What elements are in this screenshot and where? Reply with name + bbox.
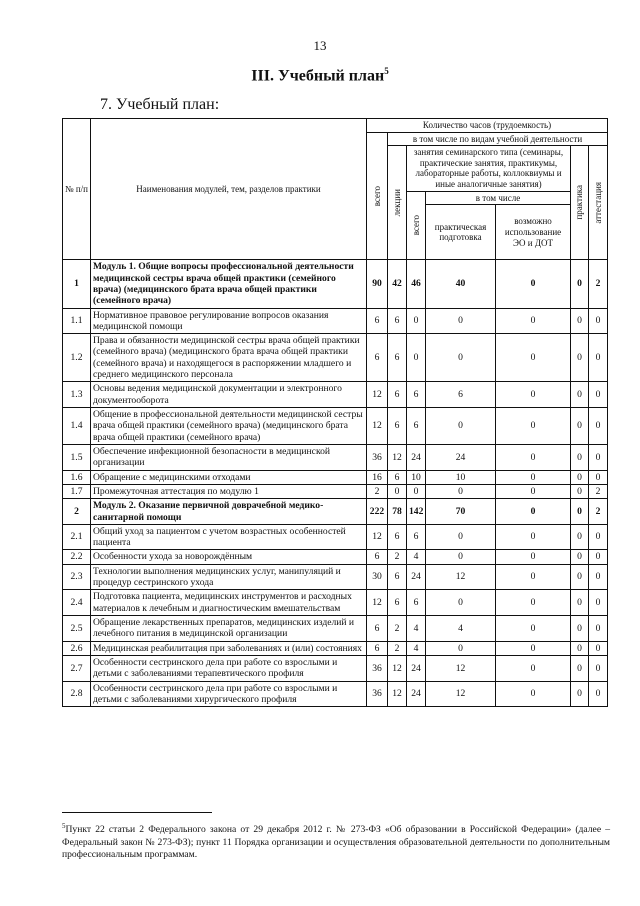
row-number: 1: [63, 260, 91, 308]
row-attestation: 0: [589, 470, 608, 484]
header-lectures-cell: [388, 146, 407, 260]
row-name: Модуль 1. Общие вопросы профессиональной деятельности медицинской сестры врача общей практики (семейного врача) (медицинского брата врача общей практики (семейного врача): [91, 260, 367, 308]
row-lectures: 42: [388, 260, 407, 308]
row-total: 12: [367, 590, 388, 616]
row-name: Модуль 2. Оказание первичной доврачебной медико-санитарной помощи: [91, 499, 367, 525]
header-hours: Количество часов (трудоемкость): [367, 119, 608, 133]
row-seminars: 10: [407, 470, 426, 484]
row-name: Подготовка пациента, медицинских инструментов и расходных материалов к лечебным и диагностическим вмешательствам: [91, 590, 367, 616]
row-lectures: 6: [388, 308, 407, 334]
footnote-reference: 5: [384, 66, 389, 76]
footnote-text: Пункт 22 статьи 2 Федерального закона от 29 декабря 2012 г. № 273-ФЗ «Об образовании в Российской Федерации» (далее – Федеральный закон № 273-ФЗ); пункт 11 Порядка организации и осуществления образовательной деятельности по дополнительным профессиональным программам.: [62, 824, 610, 861]
row-seminars: 46: [407, 260, 426, 308]
header-lectures: лекции: [391, 189, 402, 217]
row-total: 222: [367, 499, 388, 525]
row-practical-prep: 40: [426, 260, 496, 308]
row-attestation: 2: [589, 499, 608, 525]
row-seminars: 6: [407, 382, 426, 408]
row-total: 6: [367, 334, 388, 382]
row-practice: 0: [571, 470, 589, 484]
row-practical-prep: 12: [426, 655, 496, 681]
header-attestation: аттестация: [592, 181, 603, 224]
row-eo-dot: 0: [496, 260, 571, 308]
footnote-divider: [62, 812, 212, 813]
row-lectures: 2: [388, 550, 407, 564]
row-practice: 0: [571, 334, 589, 382]
header-practical-prep: практическая подготовка: [426, 205, 496, 260]
table-row: [63, 444, 608, 470]
row-number: 1.3: [63, 382, 91, 408]
row-lectures: 6: [388, 564, 407, 590]
header-sem-total: всего: [410, 215, 421, 236]
row-eo-dot: 0: [496, 334, 571, 382]
row-attestation: 2: [589, 484, 608, 498]
row-practice: 0: [571, 550, 589, 564]
header-attestation-cell: [589, 146, 608, 260]
row-practice: 0: [571, 641, 589, 655]
header-num: № п/п: [63, 119, 91, 260]
row-eo-dot: 0: [496, 524, 571, 550]
row-name: Особенности ухода за новорождённым: [91, 550, 367, 564]
table-row: [63, 334, 608, 382]
row-number: 2.1: [63, 524, 91, 550]
row-seminars: 4: [407, 550, 426, 564]
row-total: 6: [367, 550, 388, 564]
study-plan-table: [62, 118, 608, 707]
row-eo-dot: 0: [496, 590, 571, 616]
row-lectures: 12: [388, 681, 407, 707]
section-title-text: III. Учебный план: [251, 67, 385, 85]
row-name: Общение в профессиональной деятельности медицинской сестры врача общей практики (семейного врача) (медицинского брата врача общей практики (семейного врача): [91, 408, 367, 445]
row-seminars: 142: [407, 499, 426, 525]
row-seminars: 0: [407, 484, 426, 498]
header-by-activity: в том числе по видам учебной деятельности: [388, 132, 608, 146]
row-attestation: 0: [589, 681, 608, 707]
row-practice: 0: [571, 484, 589, 498]
row-practical-prep: 0: [426, 641, 496, 655]
section-title: [0, 66, 640, 85]
row-name: Обращение лекарственных препаратов, медицинских изделий и лечебного питания в медицинской организации: [91, 616, 367, 642]
row-attestation: 0: [589, 524, 608, 550]
header-eo-dot: возможно использование ЭО и ДОТ: [496, 205, 571, 260]
table-row: [63, 308, 608, 334]
table-row: [63, 590, 608, 616]
row-attestation: 0: [589, 550, 608, 564]
row-attestation: 2: [589, 260, 608, 308]
header-name: Наименования модулей, тем, разделов практики: [91, 119, 367, 260]
row-number: 1.2: [63, 334, 91, 382]
row-practical-prep: 10: [426, 470, 496, 484]
row-practical-prep: 0: [426, 408, 496, 445]
row-eo-dot: 0: [496, 550, 571, 564]
row-lectures: 78: [388, 499, 407, 525]
row-lectures: 12: [388, 444, 407, 470]
table-row: [63, 499, 608, 525]
row-lectures: 2: [388, 616, 407, 642]
table-row: [63, 550, 608, 564]
table-row: [63, 524, 608, 550]
row-number: 2.6: [63, 641, 91, 655]
row-seminars: 24: [407, 444, 426, 470]
row-number: 2.4: [63, 590, 91, 616]
table-row: [63, 564, 608, 590]
row-attestation: 0: [589, 590, 608, 616]
header-including: в том числе: [426, 191, 571, 205]
row-eo-dot: 0: [496, 616, 571, 642]
row-seminars: 6: [407, 590, 426, 616]
row-seminars: 6: [407, 524, 426, 550]
row-name: Особенности сестринского дела при работе со взрослыми и детьми с заболеваниями хирургического профиля: [91, 681, 367, 707]
header-total-cell: [367, 132, 388, 260]
row-total: 12: [367, 382, 388, 408]
header-total: всего: [371, 185, 382, 207]
row-lectures: 6: [388, 408, 407, 445]
row-eo-dot: 0: [496, 564, 571, 590]
row-practice: 0: [571, 444, 589, 470]
row-number: 2.7: [63, 655, 91, 681]
row-eo-dot: 0: [496, 655, 571, 681]
row-name: Общий уход за пациентом с учетом возрастных особенностей пациента: [91, 524, 367, 550]
row-practice: 0: [571, 524, 589, 550]
row-seminars: 6: [407, 408, 426, 445]
row-number: 1.1: [63, 308, 91, 334]
row-total: 6: [367, 616, 388, 642]
row-eo-dot: 0: [496, 408, 571, 445]
sub-title: 7. Учебный план:: [100, 96, 220, 113]
row-total: 6: [367, 641, 388, 655]
row-seminars: 0: [407, 334, 426, 382]
table-row: [63, 641, 608, 655]
table-row: [63, 382, 608, 408]
row-total: 36: [367, 681, 388, 707]
row-total: 6: [367, 308, 388, 334]
row-practical-prep: 0: [426, 550, 496, 564]
header-sem-total-cell: [407, 191, 426, 260]
row-practical-prep: 4: [426, 616, 496, 642]
table-row: [63, 260, 608, 308]
row-lectures: 6: [388, 524, 407, 550]
row-attestation: 0: [589, 564, 608, 590]
row-attestation: 0: [589, 616, 608, 642]
row-lectures: 12: [388, 655, 407, 681]
table-row: [63, 655, 608, 681]
row-practical-prep: 12: [426, 564, 496, 590]
row-practical-prep: 6: [426, 382, 496, 408]
row-total: 2: [367, 484, 388, 498]
row-attestation: 0: [589, 641, 608, 655]
row-number: 1.6: [63, 470, 91, 484]
row-practical-prep: 0: [426, 334, 496, 382]
row-name: Особенности сестринского дела при работе со взрослыми и детьми с заболеваниями терапевтического профиля: [91, 655, 367, 681]
table-row: [63, 408, 608, 445]
footnote-mark: 5: [62, 822, 66, 830]
row-practical-prep: 0: [426, 524, 496, 550]
row-name: Обеспечение инфекционной безопасности в медицинской организации: [91, 444, 367, 470]
row-seminars: 24: [407, 564, 426, 590]
table-row: [63, 616, 608, 642]
table-row: [63, 470, 608, 484]
row-lectures: 6: [388, 334, 407, 382]
row-lectures: 6: [388, 590, 407, 616]
row-number: 1.5: [63, 444, 91, 470]
row-practical-prep: 0: [426, 590, 496, 616]
row-number: 2.5: [63, 616, 91, 642]
row-lectures: 0: [388, 484, 407, 498]
row-number: 1.4: [63, 408, 91, 445]
row-name: Обращение с медицинскими отходами: [91, 470, 367, 484]
row-practice: 0: [571, 408, 589, 445]
row-practical-prep: 0: [426, 308, 496, 334]
row-attestation: 0: [589, 444, 608, 470]
row-number: 2.3: [63, 564, 91, 590]
row-number: 1.7: [63, 484, 91, 498]
row-total: 30: [367, 564, 388, 590]
row-total: 12: [367, 408, 388, 445]
table-row: [63, 484, 608, 498]
row-practice: 0: [571, 564, 589, 590]
row-eo-dot: 0: [496, 681, 571, 707]
row-practice: 0: [571, 308, 589, 334]
row-eo-dot: 0: [496, 470, 571, 484]
row-attestation: 0: [589, 655, 608, 681]
row-number: 2.2: [63, 550, 91, 564]
row-name: Медицинская реабилитация при заболеваниях и (или) состояниях: [91, 641, 367, 655]
row-eo-dot: 0: [496, 444, 571, 470]
row-eo-dot: 0: [496, 308, 571, 334]
row-practice: 0: [571, 382, 589, 408]
row-total: 36: [367, 444, 388, 470]
header-practice: практика: [574, 185, 585, 221]
row-practical-prep: 24: [426, 444, 496, 470]
table-row: [63, 681, 608, 707]
row-seminars: 24: [407, 655, 426, 681]
row-attestation: 0: [589, 334, 608, 382]
row-seminars: 4: [407, 616, 426, 642]
row-practice: 0: [571, 681, 589, 707]
row-total: 90: [367, 260, 388, 308]
header-practice-cell: [571, 146, 589, 260]
footnote: [62, 822, 610, 862]
page-number: 13: [313, 38, 327, 53]
row-practice: 0: [571, 260, 589, 308]
row-lectures: 6: [388, 382, 407, 408]
row-total: 36: [367, 655, 388, 681]
row-seminars: 4: [407, 641, 426, 655]
row-practice: 0: [571, 616, 589, 642]
row-eo-dot: 0: [496, 499, 571, 525]
row-seminars: 0: [407, 308, 426, 334]
row-practice: 0: [571, 499, 589, 525]
row-total: 12: [367, 524, 388, 550]
row-eo-dot: 0: [496, 382, 571, 408]
table-body: [63, 260, 608, 707]
row-name: Технологии выполнения медицинских услуг, манипуляций и процедур сестринского ухода: [91, 564, 367, 590]
row-practical-prep: 0: [426, 484, 496, 498]
row-lectures: 2: [388, 641, 407, 655]
row-attestation: 0: [589, 308, 608, 334]
row-eo-dot: 0: [496, 641, 571, 655]
row-name: Промежуточная аттестация по модулю 1: [91, 484, 367, 498]
row-number: 2: [63, 499, 91, 525]
row-attestation: 0: [589, 408, 608, 445]
row-name: Нормативное правовое регулирование вопросов оказания медицинской помощи: [91, 308, 367, 334]
row-number: 2.8: [63, 681, 91, 707]
row-attestation: 0: [589, 382, 608, 408]
row-practice: 0: [571, 655, 589, 681]
table-header: [63, 119, 608, 260]
row-practical-prep: 12: [426, 681, 496, 707]
header-seminars: занятия семинарского типа (семинары, практические занятия, практикумы, лабораторные работы, коллоквиумы и иные аналогичные занятия): [407, 146, 571, 191]
row-practice: 0: [571, 590, 589, 616]
row-eo-dot: 0: [496, 484, 571, 498]
row-name: Права и обязанности медицинской сестры врача общей практики (семейного врача) (медицинского брата врача общей практики (семейного врача) и находящегося в распоряжении младшего и среднего медицинского персонала: [91, 334, 367, 382]
row-total: 16: [367, 470, 388, 484]
row-lectures: 6: [388, 470, 407, 484]
row-name: Основы ведения медицинской документации и электронного документооборота: [91, 382, 367, 408]
row-practical-prep: 70: [426, 499, 496, 525]
row-seminars: 24: [407, 681, 426, 707]
